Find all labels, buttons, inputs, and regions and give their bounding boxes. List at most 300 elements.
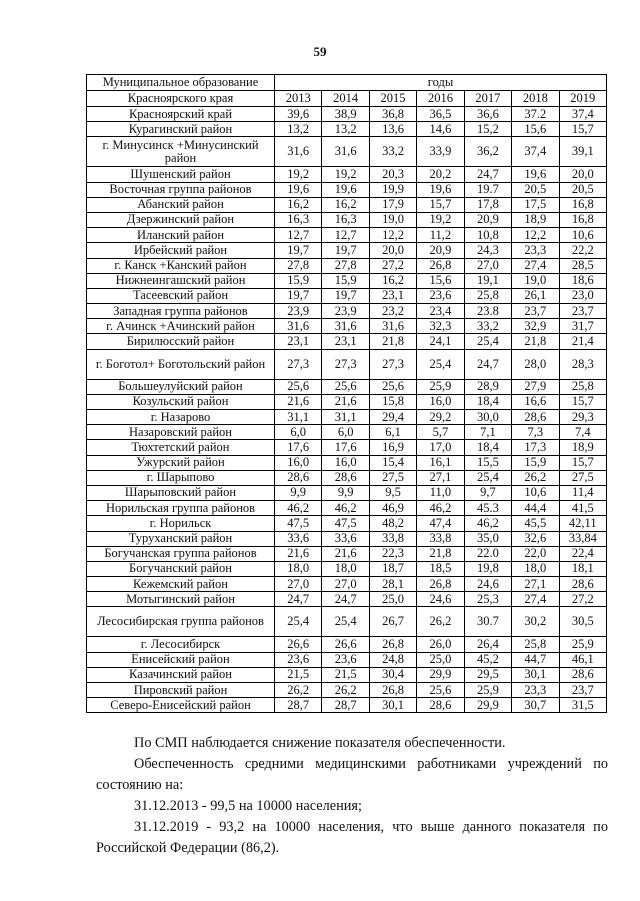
value-cell: 21,6 xyxy=(275,546,322,561)
value-cell: 33,8 xyxy=(369,531,416,546)
value-cell: 25,8 xyxy=(464,288,511,303)
value-cell: 30,4 xyxy=(369,667,416,682)
value-cell: 18,0 xyxy=(322,561,369,576)
municipality-name: Красноярский край xyxy=(87,107,275,122)
value-cell: 27,8 xyxy=(322,258,369,273)
value-cell: 26,2 xyxy=(322,683,369,698)
value-cell: 24,7 xyxy=(322,592,369,607)
value-cell: 19,0 xyxy=(369,212,416,227)
value-cell: 16,2 xyxy=(275,197,322,212)
municipality-name: Пировский район xyxy=(87,683,275,698)
value-cell: 5,7 xyxy=(417,425,464,440)
value-cell: 24,3 xyxy=(464,243,511,258)
value-cell: 16,0 xyxy=(275,455,322,470)
value-cell: 27,1 xyxy=(512,577,559,592)
year-header: 2017 xyxy=(464,91,511,107)
value-cell: 25,4 xyxy=(417,349,464,379)
value-cell: 47,4 xyxy=(417,516,464,531)
value-cell: 33,6 xyxy=(275,531,322,546)
value-cell: 12,7 xyxy=(275,228,322,243)
value-cell: 28,6 xyxy=(559,577,606,592)
municipality-name: Дзержинский район xyxy=(87,212,275,227)
value-cell: 16,0 xyxy=(417,394,464,409)
value-cell: 27,2 xyxy=(559,592,606,607)
value-cell: 26,8 xyxy=(417,577,464,592)
value-cell: 14,6 xyxy=(417,122,464,137)
value-cell: 42,11 xyxy=(559,516,606,531)
table-row xyxy=(87,197,607,212)
value-cell: 46,2 xyxy=(464,516,511,531)
header-municipality-line2: Красноярского края xyxy=(87,91,275,107)
value-cell: 26,4 xyxy=(464,637,511,652)
value-cell: 19,7 xyxy=(322,288,369,303)
table-row xyxy=(87,501,607,516)
municipality-name: г. Минусинск +Минусинский район xyxy=(87,137,275,167)
municipality-name: г. Шарыпово xyxy=(87,470,275,485)
value-cell: 46,9 xyxy=(369,501,416,516)
value-cell: 27,2 xyxy=(369,258,416,273)
value-cell: 23,3 xyxy=(512,243,559,258)
value-cell: 20,5 xyxy=(512,182,559,197)
table-row xyxy=(87,379,607,394)
value-cell: 32,9 xyxy=(512,319,559,334)
table-row xyxy=(87,394,607,409)
table-row xyxy=(87,592,607,607)
value-cell: 16,6 xyxy=(512,394,559,409)
value-cell: 29,4 xyxy=(369,410,416,425)
value-cell: 30,2 xyxy=(512,607,559,637)
value-cell: 18,6 xyxy=(559,273,606,288)
value-cell: 39,6 xyxy=(275,107,322,122)
year-header-row xyxy=(87,91,607,107)
value-cell: 37,4 xyxy=(559,107,606,122)
value-cell: 20,3 xyxy=(369,167,416,182)
municipality-name: Лесосибирская группа районов xyxy=(87,607,275,637)
value-cell: 45,2 xyxy=(464,652,511,667)
municipality-name: Северо-Енисейский район xyxy=(87,698,275,713)
value-cell: 33,2 xyxy=(369,137,416,167)
value-cell: 16,8 xyxy=(559,212,606,227)
value-cell: 18,0 xyxy=(275,561,322,576)
value-cell: 45,5 xyxy=(512,516,559,531)
value-cell: 28,6 xyxy=(322,470,369,485)
value-cell: 44,7 xyxy=(512,652,559,667)
municipality-name: Восточная группа районов xyxy=(87,182,275,197)
municipality-name: Богучанская группа районов xyxy=(87,546,275,561)
table-row xyxy=(87,561,607,576)
municipality-name: Тасеевский район xyxy=(87,288,275,303)
table-row xyxy=(87,334,607,349)
table-row xyxy=(87,243,607,258)
value-cell: 30,0 xyxy=(464,410,511,425)
value-cell: 37,4 xyxy=(512,137,559,167)
value-cell: 29,3 xyxy=(559,410,606,425)
value-cell: 25,4 xyxy=(322,607,369,637)
value-cell: 9,5 xyxy=(369,485,416,500)
value-cell: 32,3 xyxy=(417,319,464,334)
value-cell: 27,3 xyxy=(275,349,322,379)
value-cell: 25,4 xyxy=(464,334,511,349)
value-cell: 47,5 xyxy=(275,516,322,531)
value-cell: 15,9 xyxy=(512,455,559,470)
value-cell: 15,6 xyxy=(512,122,559,137)
value-cell: 15,9 xyxy=(275,273,322,288)
value-cell: 9,9 xyxy=(322,485,369,500)
municipality-name: г. Ачинск +Ачинский район xyxy=(87,319,275,334)
value-cell: 15,6 xyxy=(417,273,464,288)
value-cell: 33,9 xyxy=(417,137,464,167)
value-cell: 21,4 xyxy=(559,334,606,349)
value-cell: 36,6 xyxy=(464,107,511,122)
table-row xyxy=(87,607,607,637)
value-cell: 20,0 xyxy=(559,167,606,182)
table-row xyxy=(87,228,607,243)
value-cell: 31,6 xyxy=(322,137,369,167)
page-number: 59 xyxy=(313,44,327,59)
value-cell: 31,6 xyxy=(322,319,369,334)
municipality-name: Назаровский район xyxy=(87,425,275,440)
value-cell: 46,1 xyxy=(559,652,606,667)
value-cell: 19,0 xyxy=(512,273,559,288)
value-cell: 15,9 xyxy=(322,273,369,288)
municipality-name: г. Канск +Канский район xyxy=(87,258,275,273)
municipality-name: Енисейский район xyxy=(87,652,275,667)
municipality-name: Нижнеингашский район xyxy=(87,273,275,288)
value-cell: 19,6 xyxy=(417,182,464,197)
value-cell: 46,2 xyxy=(322,501,369,516)
value-cell: 10,6 xyxy=(559,228,606,243)
value-cell: 17,3 xyxy=(512,440,559,455)
value-cell: 12,2 xyxy=(512,228,559,243)
value-cell: 20,9 xyxy=(464,212,511,227)
value-cell: 19,2 xyxy=(322,167,369,182)
value-cell: 19,2 xyxy=(275,167,322,182)
value-cell: 33,84 xyxy=(559,531,606,546)
value-cell: 26,2 xyxy=(417,607,464,637)
value-cell: 24,6 xyxy=(464,577,511,592)
value-cell: 7,4 xyxy=(559,425,606,440)
value-cell: 23,0 xyxy=(559,288,606,303)
value-cell: 27,1 xyxy=(417,470,464,485)
value-cell: 27,3 xyxy=(322,349,369,379)
value-cell: 38,9 xyxy=(322,107,369,122)
value-cell: 29,5 xyxy=(464,667,511,682)
value-cell: 27,5 xyxy=(369,470,416,485)
value-cell: 22,4 xyxy=(559,546,606,561)
value-cell: 26,7 xyxy=(369,607,416,637)
value-cell: 26,6 xyxy=(275,637,322,652)
value-cell: 18,4 xyxy=(464,394,511,409)
value-cell: 23,6 xyxy=(417,288,464,303)
value-cell: 27,9 xyxy=(512,379,559,394)
value-cell: 21,6 xyxy=(275,394,322,409)
table-row xyxy=(87,485,607,500)
value-cell: 11,0 xyxy=(417,485,464,500)
value-cell: 18,7 xyxy=(369,561,416,576)
value-cell: 36,2 xyxy=(464,137,511,167)
value-cell: 48,2 xyxy=(369,516,416,531)
municipality-name: Шушенский район xyxy=(87,167,275,182)
municipality-name: Большеулуйский район xyxy=(87,379,275,394)
header-years: годы xyxy=(275,75,607,91)
value-cell: 25,4 xyxy=(275,607,322,637)
value-cell: 16,9 xyxy=(369,440,416,455)
municipality-name: Кежемский район xyxy=(87,577,275,592)
value-cell: 23,7 xyxy=(559,683,606,698)
header-municipality-line1: Муниципальное образование xyxy=(87,75,275,91)
table-row xyxy=(87,410,607,425)
value-cell: 9,7 xyxy=(464,485,511,500)
value-cell: 47,5 xyxy=(322,516,369,531)
paragraph: 31.12.2013 - 99,5 на 10000 населения; xyxy=(134,798,362,814)
value-cell: 27,8 xyxy=(275,258,322,273)
value-cell: 18,4 xyxy=(464,440,511,455)
table-row xyxy=(87,516,607,531)
table-row xyxy=(87,167,607,182)
value-cell: 20,5 xyxy=(559,182,606,197)
value-cell: 12,2 xyxy=(369,228,416,243)
value-cell: 46,2 xyxy=(275,501,322,516)
value-cell: 28,0 xyxy=(512,349,559,379)
value-cell: 28,5 xyxy=(559,258,606,273)
year-header: 2013 xyxy=(275,91,322,107)
value-cell: 21,5 xyxy=(275,667,322,682)
value-cell: 23,4 xyxy=(417,304,464,319)
value-cell: 17,9 xyxy=(369,197,416,212)
value-cell: 17,0 xyxy=(417,440,464,455)
value-cell: 28,9 xyxy=(464,379,511,394)
table-row xyxy=(87,288,607,303)
table-row xyxy=(87,667,607,682)
value-cell: 28,7 xyxy=(322,698,369,713)
value-cell: 12,7 xyxy=(322,228,369,243)
table-row xyxy=(87,577,607,592)
value-cell: 23,1 xyxy=(369,288,416,303)
value-cell: 21,8 xyxy=(369,334,416,349)
year-header: 2014 xyxy=(322,91,369,107)
value-cell: 26,2 xyxy=(275,683,322,698)
value-cell: 26,8 xyxy=(369,683,416,698)
body-text xyxy=(96,733,608,859)
value-cell: 20,9 xyxy=(417,243,464,258)
value-cell: 19,2 xyxy=(417,212,464,227)
table-row xyxy=(87,683,607,698)
value-cell: 26,8 xyxy=(417,258,464,273)
paragraph: По СМП наблюдается снижение показателя обеспеченности. xyxy=(134,735,506,751)
value-cell: 23,9 xyxy=(275,304,322,319)
provision-table xyxy=(86,74,607,713)
table-row xyxy=(87,212,607,227)
year-header: 2016 xyxy=(417,91,464,107)
value-cell: 31,7 xyxy=(559,319,606,334)
value-cell: 21,8 xyxy=(512,334,559,349)
value-cell: 24,7 xyxy=(275,592,322,607)
value-cell: 32,6 xyxy=(512,531,559,546)
value-cell: 6,0 xyxy=(322,425,369,440)
value-cell: 25,9 xyxy=(559,637,606,652)
value-cell: 20,0 xyxy=(369,243,416,258)
value-cell: 19,7 xyxy=(275,243,322,258)
value-cell: 26,1 xyxy=(512,288,559,303)
table-row xyxy=(87,637,607,652)
municipality-name: Шарыповский район xyxy=(87,485,275,500)
value-cell: 22,0 xyxy=(512,546,559,561)
value-cell: 17,8 xyxy=(464,197,511,212)
municipality-name: Богучанский район xyxy=(87,561,275,576)
value-cell: 28,6 xyxy=(417,698,464,713)
value-cell: 25,8 xyxy=(559,379,606,394)
value-cell: 17,6 xyxy=(275,440,322,455)
value-cell: 31,5 xyxy=(559,698,606,713)
value-cell: 18,1 xyxy=(559,561,606,576)
table-row xyxy=(87,122,607,137)
year-header: 2019 xyxy=(559,91,606,107)
value-cell: 25,0 xyxy=(369,592,416,607)
value-cell: 23,3 xyxy=(512,683,559,698)
value-cell: 25,9 xyxy=(417,379,464,394)
value-cell: 16,8 xyxy=(559,197,606,212)
value-cell: 18,9 xyxy=(559,440,606,455)
value-cell: 28,7 xyxy=(275,698,322,713)
value-cell: 23,2 xyxy=(369,304,416,319)
value-cell: 21,6 xyxy=(322,394,369,409)
value-cell: 28,6 xyxy=(559,667,606,682)
value-cell: 6,0 xyxy=(275,425,322,440)
municipality-name: Норильская группа районов xyxy=(87,501,275,516)
value-cell: 24,6 xyxy=(417,592,464,607)
municipality-name: Абанский район xyxy=(87,197,275,212)
value-cell: 26,0 xyxy=(417,637,464,652)
value-cell: 15,7 xyxy=(559,122,606,137)
value-cell: 21,6 xyxy=(322,546,369,561)
table-row xyxy=(87,455,607,470)
table-row xyxy=(87,470,607,485)
value-cell: 25,6 xyxy=(369,379,416,394)
year-header: 2018 xyxy=(512,91,559,107)
value-cell: 22,2 xyxy=(559,243,606,258)
value-cell: 23,6 xyxy=(322,652,369,667)
table-row xyxy=(87,273,607,288)
paragraph: 31.12.2019 - 93,2 на 10000 населения, что выше данного показателя по Российской Федерации (86,2). xyxy=(96,819,608,856)
value-cell: 21,8 xyxy=(417,546,464,561)
value-cell: 18,5 xyxy=(417,561,464,576)
municipality-name: Курагинский район xyxy=(87,122,275,137)
value-cell: 36,8 xyxy=(369,107,416,122)
value-cell: 28,3 xyxy=(559,349,606,379)
value-cell: 25,4 xyxy=(464,470,511,485)
value-cell: 28,6 xyxy=(275,470,322,485)
value-cell: 24,8 xyxy=(369,652,416,667)
value-cell: 19,7 xyxy=(322,243,369,258)
value-cell: 23,6 xyxy=(275,652,322,667)
value-cell: 37.2 xyxy=(512,107,559,122)
value-cell: 26,2 xyxy=(512,470,559,485)
value-cell: 30,1 xyxy=(512,667,559,682)
value-cell: 22.0 xyxy=(464,546,511,561)
municipality-name: г. Норильск xyxy=(87,516,275,531)
value-cell: 15,8 xyxy=(369,394,416,409)
value-cell: 21,5 xyxy=(322,667,369,682)
value-cell: 10,8 xyxy=(464,228,511,243)
table-row xyxy=(87,440,607,455)
value-cell: 9,9 xyxy=(275,485,322,500)
municipality-name: Бирилюсский район xyxy=(87,334,275,349)
value-cell: 16,3 xyxy=(322,212,369,227)
value-cell: 18,0 xyxy=(512,561,559,576)
value-cell: 30.7 xyxy=(464,607,511,637)
value-cell: 24,7 xyxy=(464,167,511,182)
value-cell: 27,4 xyxy=(512,592,559,607)
value-cell: 35,0 xyxy=(464,531,511,546)
value-cell: 29,9 xyxy=(464,698,511,713)
table-row xyxy=(87,107,607,122)
municipality-name: Мотыгинский район xyxy=(87,592,275,607)
value-cell: 13,2 xyxy=(322,122,369,137)
value-cell: 33,2 xyxy=(464,319,511,334)
value-cell: 27,4 xyxy=(512,258,559,273)
table-row xyxy=(87,652,607,667)
table-row xyxy=(87,319,607,334)
value-cell: 16,2 xyxy=(369,273,416,288)
municipality-name: Козульский район xyxy=(87,394,275,409)
value-cell: 13,6 xyxy=(369,122,416,137)
municipality-name: г. Лесосибирск xyxy=(87,637,275,652)
municipality-name: Ирбейский район xyxy=(87,243,275,258)
value-cell: 25,3 xyxy=(464,592,511,607)
value-cell: 16,1 xyxy=(417,455,464,470)
table-row xyxy=(87,258,607,273)
table-header xyxy=(87,75,607,107)
value-cell: 15,7 xyxy=(559,455,606,470)
value-cell: 23.8 xyxy=(464,304,511,319)
value-cell: 39,1 xyxy=(559,137,606,167)
value-cell: 31,6 xyxy=(369,319,416,334)
value-cell: 31,1 xyxy=(322,410,369,425)
value-cell: 15,5 xyxy=(464,455,511,470)
value-cell: 33,8 xyxy=(417,531,464,546)
value-cell: 28,1 xyxy=(369,577,416,592)
value-cell: 13,2 xyxy=(275,122,322,137)
value-cell: 24,1 xyxy=(417,334,464,349)
value-cell: 27,5 xyxy=(559,470,606,485)
value-cell: 17,6 xyxy=(322,440,369,455)
value-cell: 23,1 xyxy=(275,334,322,349)
value-cell: 15,4 xyxy=(369,455,416,470)
value-cell: 16,3 xyxy=(275,212,322,227)
value-cell: 23,1 xyxy=(322,334,369,349)
value-cell: 46,2 xyxy=(417,501,464,516)
municipality-name: Иланский район xyxy=(87,228,275,243)
table-row xyxy=(87,137,607,167)
value-cell: 36,5 xyxy=(417,107,464,122)
value-cell: 22,3 xyxy=(369,546,416,561)
value-cell: 19,9 xyxy=(369,182,416,197)
value-cell: 28,6 xyxy=(512,410,559,425)
municipality-name: Тюхтетский район xyxy=(87,440,275,455)
table-row xyxy=(87,182,607,197)
value-cell: 26,6 xyxy=(322,637,369,652)
value-cell: 16,0 xyxy=(322,455,369,470)
value-cell: 6,1 xyxy=(369,425,416,440)
municipality-name: Казачинский район xyxy=(87,667,275,682)
value-cell: 25,9 xyxy=(464,683,511,698)
value-cell: 33,6 xyxy=(322,531,369,546)
value-cell: 25,6 xyxy=(417,683,464,698)
paragraph: Обеспеченность средними медицинскими работниками учреждений по состоянию на: xyxy=(96,756,608,793)
value-cell: 7,3 xyxy=(512,425,559,440)
value-cell: 24,7 xyxy=(464,349,511,379)
municipality-name: г. Назарово xyxy=(87,410,275,425)
